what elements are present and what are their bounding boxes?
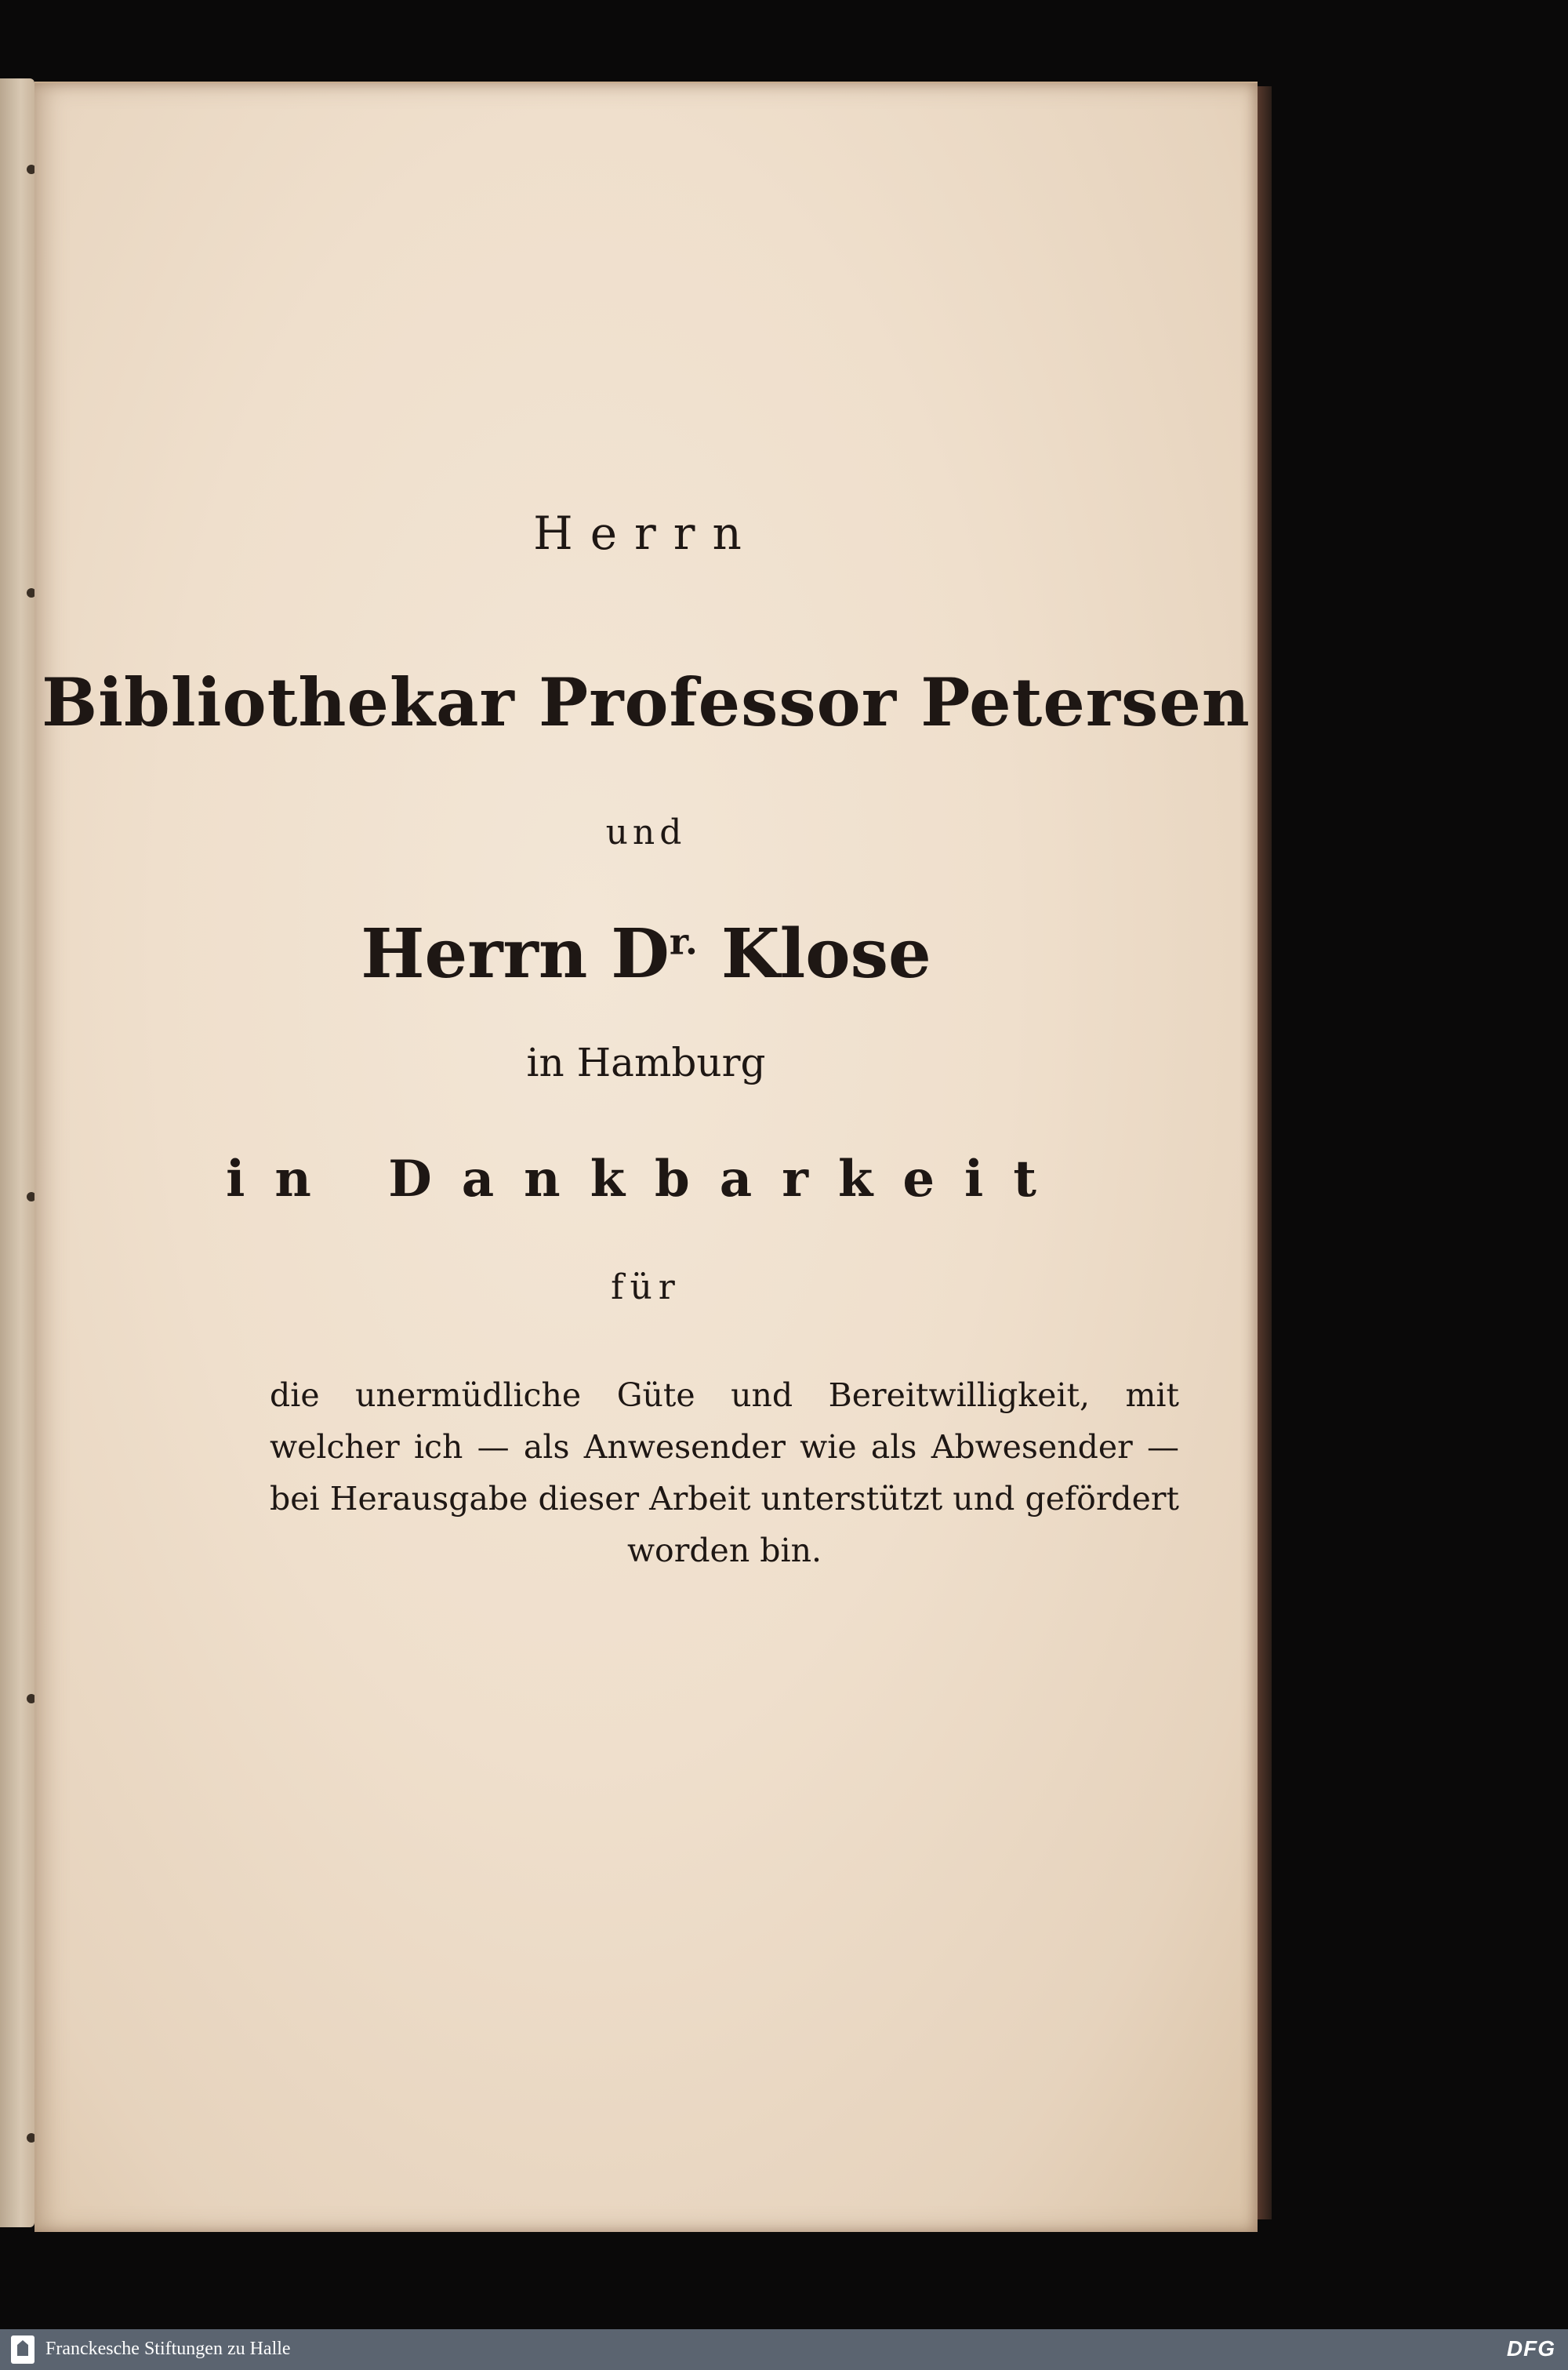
dedication-paragraph: die unermüdliche Güte und Bereitwilligkeit, mit welcher ich — als Anwesender wie als Abwesender — bei Herausgabe dieser Arbeit unterstützt und gefördert worden bin.	[270, 1376, 1179, 1569]
adjacent-page-edge	[0, 78, 34, 2227]
dedication-place: in Hamburg	[526, 1040, 766, 1085]
footer-bar	[0, 2329, 1568, 2370]
klose-title-superscript: r.	[669, 920, 698, 963]
dfg-logo: DFG	[1506, 2336, 1555, 2361]
dedication-fuer: für	[611, 1267, 681, 1307]
dedication-klose	[34, 914, 1258, 994]
institution-logo-icon	[11, 2335, 34, 2364]
institution-name: Franckesche Stiftungen zu Halle	[45, 2339, 291, 2359]
book-page	[34, 82, 1258, 2232]
dedication-herrn: Herrn	[533, 507, 759, 560]
dedication-und: und	[605, 812, 687, 852]
klose-prefix: Herrn D	[361, 914, 670, 994]
klose-name: Klose	[697, 914, 931, 994]
dedication-petersen: Bibliothekar Professor Petersen	[42, 663, 1250, 741]
dedication-dankbarkeit: in Dankbarkeit	[226, 1150, 1066, 1209]
